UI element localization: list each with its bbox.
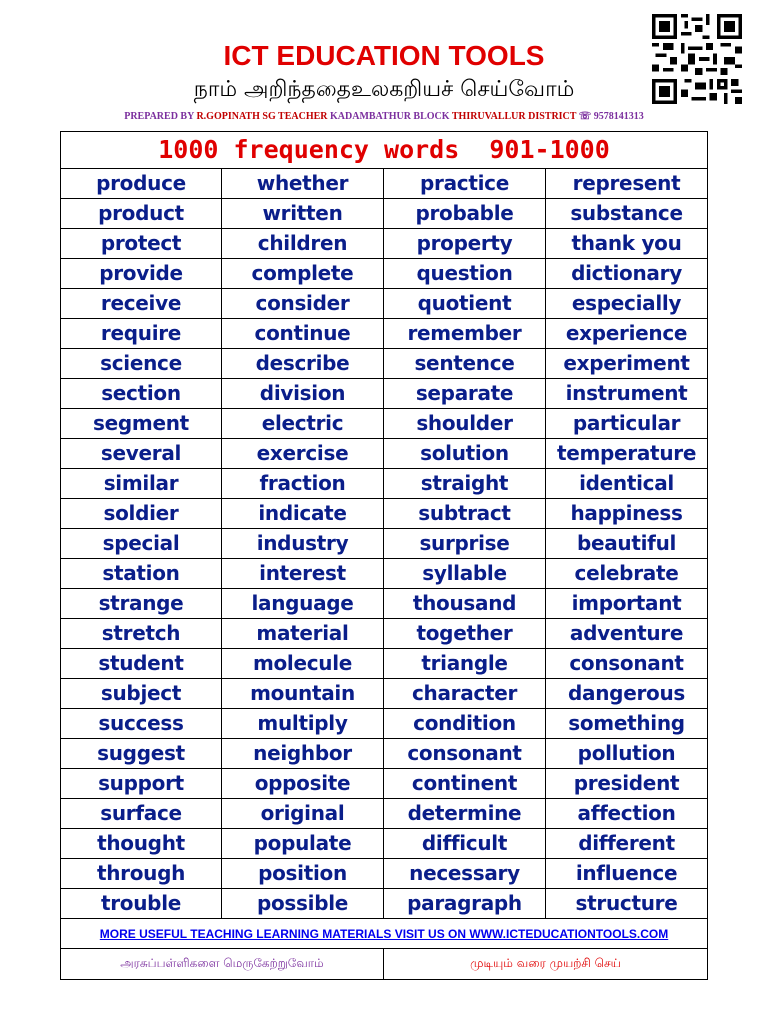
- word-cell: surprise: [384, 529, 546, 559]
- word-cell: important: [546, 589, 708, 619]
- word-cell: children: [222, 229, 384, 259]
- page-title: ICT EDUCATION TOOLS: [223, 40, 545, 71]
- word-cell: electric: [222, 409, 384, 439]
- word-cell: multiply: [222, 709, 384, 739]
- footer-row: [61, 949, 708, 980]
- table-row: [61, 649, 708, 679]
- word-cell: require: [61, 319, 222, 349]
- table-row: [61, 199, 708, 229]
- footer-right: முடியும் வரை முயற்சி செய்: [384, 949, 708, 980]
- word-cell: soldier: [61, 499, 222, 529]
- footer-left: அரசுப்பள்ளிகளை மெருகேற்றுவோம்: [61, 949, 384, 980]
- table-row: [61, 409, 708, 439]
- prepared-by-line: [0, 110, 768, 124]
- word-cell: receive: [61, 289, 222, 319]
- word-cell: language: [222, 589, 384, 619]
- word-cell: celebrate: [546, 559, 708, 589]
- table-row: [61, 349, 708, 379]
- word-cell: industry: [222, 529, 384, 559]
- word-cell: character: [384, 679, 546, 709]
- table-row: [61, 469, 708, 499]
- word-cell: substance: [546, 199, 708, 229]
- word-cell: consider: [222, 289, 384, 319]
- table-row: [61, 589, 708, 619]
- word-cell: president: [546, 769, 708, 799]
- word-cell: beautiful: [546, 529, 708, 559]
- phone-number: ☏ 9578141313: [578, 111, 644, 122]
- word-cell: segment: [61, 409, 222, 439]
- word-cell: consonant: [546, 649, 708, 679]
- word-cell: solution: [384, 439, 546, 469]
- word-cell: paragraph: [384, 889, 546, 919]
- link-row: [61, 919, 708, 949]
- word-cell: happiness: [546, 499, 708, 529]
- word-cell: condition: [384, 709, 546, 739]
- word-cell: indicate: [222, 499, 384, 529]
- table-row: [61, 679, 708, 709]
- word-cell: support: [61, 769, 222, 799]
- word-cell: whether: [222, 169, 384, 199]
- word-cell: suggest: [61, 739, 222, 769]
- word-cell: something: [546, 709, 708, 739]
- table-row: [61, 739, 708, 769]
- word-cell: quotient: [384, 289, 546, 319]
- word-cell: thought: [61, 829, 222, 859]
- word-cell: station: [61, 559, 222, 589]
- word-cell: question: [384, 259, 546, 289]
- table-row: [61, 769, 708, 799]
- word-cell: influence: [546, 859, 708, 889]
- table-row: [61, 319, 708, 349]
- word-cell: describe: [222, 349, 384, 379]
- word-cell: thousand: [384, 589, 546, 619]
- word-cell: different: [546, 829, 708, 859]
- table-row: [61, 859, 708, 889]
- table-row: [61, 829, 708, 859]
- word-cell: practice: [384, 169, 546, 199]
- word-cell: represent: [546, 169, 708, 199]
- word-cell: provide: [61, 259, 222, 289]
- word-cell: surface: [61, 799, 222, 829]
- word-cell: pollution: [546, 739, 708, 769]
- word-cell: several: [61, 439, 222, 469]
- word-cell: protect: [61, 229, 222, 259]
- word-cell: separate: [384, 379, 546, 409]
- word-cell: original: [222, 799, 384, 829]
- word-cell: shoulder: [384, 409, 546, 439]
- word-cell: complete: [222, 259, 384, 289]
- word-cell: remember: [384, 319, 546, 349]
- word-cell: triangle: [384, 649, 546, 679]
- table-row: [61, 799, 708, 829]
- word-cell: produce: [61, 169, 222, 199]
- word-cell: continue: [222, 319, 384, 349]
- author-name: R.GOPINATH SG TEACHER: [196, 111, 328, 122]
- word-cell: straight: [384, 469, 546, 499]
- word-cell: special: [61, 529, 222, 559]
- word-cell: student: [61, 649, 222, 679]
- word-cell: product: [61, 199, 222, 229]
- table-heading: 1000 frequency words 901-1000: [61, 132, 708, 169]
- word-cell: sentence: [384, 349, 546, 379]
- table-row: [61, 559, 708, 589]
- word-table: [60, 131, 708, 980]
- word-cell: section: [61, 379, 222, 409]
- district-name: THIRUVALLUR DISTRICT: [451, 111, 577, 122]
- word-cell: temperature: [546, 439, 708, 469]
- word-cell: division: [222, 379, 384, 409]
- word-cell: fraction: [222, 469, 384, 499]
- word-cell: written: [222, 199, 384, 229]
- word-cell: molecule: [222, 649, 384, 679]
- word-cell: neighbor: [222, 739, 384, 769]
- word-cell: particular: [546, 409, 708, 439]
- qr-code-icon: [650, 14, 744, 104]
- word-cell: similar: [61, 469, 222, 499]
- word-cell: populate: [222, 829, 384, 859]
- table-row: [61, 499, 708, 529]
- website-link-cell: [61, 919, 708, 949]
- word-cell: probable: [384, 199, 546, 229]
- word-cell: experience: [546, 319, 708, 349]
- word-cell: dictionary: [546, 259, 708, 289]
- word-cell: trouble: [61, 889, 222, 919]
- word-cell: opposite: [222, 769, 384, 799]
- word-cell: subtract: [384, 499, 546, 529]
- word-cell: difficult: [384, 829, 546, 859]
- table-row: [61, 169, 708, 199]
- word-cell: dangerous: [546, 679, 708, 709]
- word-cell: possible: [222, 889, 384, 919]
- word-cell: adventure: [546, 619, 708, 649]
- word-cell: affection: [546, 799, 708, 829]
- word-cell: syllable: [384, 559, 546, 589]
- block-name: KADAMBATHUR BLOCK: [330, 111, 450, 122]
- word-cell: structure: [546, 889, 708, 919]
- word-cell: continent: [384, 769, 546, 799]
- word-cell: strange: [61, 589, 222, 619]
- word-cell: identical: [546, 469, 708, 499]
- table-row: [61, 619, 708, 649]
- word-cell: science: [61, 349, 222, 379]
- word-cell: experiment: [546, 349, 708, 379]
- word-cell: necessary: [384, 859, 546, 889]
- table-row: [61, 709, 708, 739]
- word-cell: property: [384, 229, 546, 259]
- word-cell: stretch: [61, 619, 222, 649]
- tamil-tagline: நாம் அறிந்ததைஉலகறியச் செய்வோம்: [193, 77, 575, 102]
- word-cell: material: [222, 619, 384, 649]
- prepared-by-label: PREPARED BY: [124, 111, 194, 122]
- word-cell: thank you: [546, 229, 708, 259]
- table-row: [61, 889, 708, 919]
- table-row: [61, 289, 708, 319]
- table-row: [61, 529, 708, 559]
- word-cell: instrument: [546, 379, 708, 409]
- word-cell: through: [61, 859, 222, 889]
- word-cell: position: [222, 859, 384, 889]
- word-cell: subject: [61, 679, 222, 709]
- word-cell: determine: [384, 799, 546, 829]
- word-cell: exercise: [222, 439, 384, 469]
- website-link[interactable]: MORE USEFUL TEACHING LEARNING MATERIALS VISIT US ON WWW.ICTEDUCATIONTOOLS.COM: [99, 926, 669, 941]
- word-cell: together: [384, 619, 546, 649]
- table-row: [61, 439, 708, 469]
- table-row: [61, 259, 708, 289]
- table-heading-row: [61, 132, 708, 169]
- word-cell: consonant: [384, 739, 546, 769]
- word-cell: especially: [546, 289, 708, 319]
- table-row: [61, 229, 708, 259]
- word-cell: mountain: [222, 679, 384, 709]
- word-cell: success: [61, 709, 222, 739]
- word-cell: interest: [222, 559, 384, 589]
- table-row: [61, 379, 708, 409]
